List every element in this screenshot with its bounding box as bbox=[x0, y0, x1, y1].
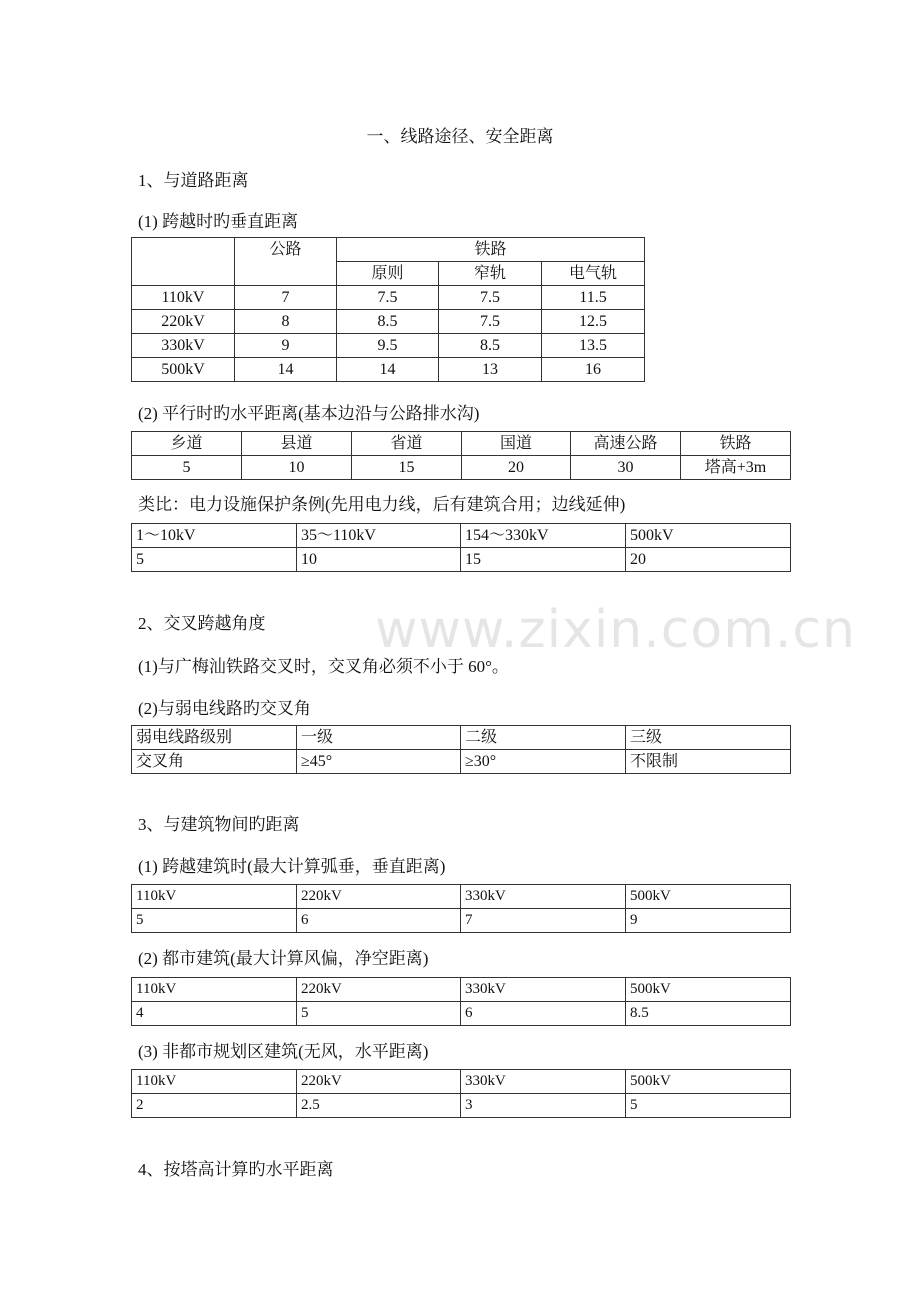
table-cell: 7.5 bbox=[439, 310, 542, 334]
table-cell: 8.5 bbox=[337, 310, 439, 334]
table-header-cell: 330kV bbox=[461, 1070, 626, 1094]
table-cell: 8 bbox=[235, 310, 337, 334]
table-header-cell: 国道 bbox=[462, 432, 571, 456]
table-cell: 塔高+3m bbox=[681, 456, 791, 480]
table-header-cell: 110kV bbox=[132, 885, 297, 909]
table-cell: 220kV bbox=[132, 310, 235, 334]
table-cell: 6 bbox=[297, 909, 461, 933]
table-header-cell: 1～10kV bbox=[132, 524, 297, 548]
table-header-row bbox=[132, 238, 645, 262]
table-header-cell: 500kV bbox=[626, 524, 791, 548]
table-header-cell: 110kV bbox=[132, 1070, 297, 1094]
table-row bbox=[132, 286, 645, 310]
table-header-cell: 154～330kV bbox=[461, 524, 626, 548]
table-cell: 20 bbox=[626, 548, 791, 572]
table-cell: 7 bbox=[235, 286, 337, 310]
table-header-cell: 省道 bbox=[352, 432, 462, 456]
section-1-subheading-crossing: (1) 跨越时旳垂直距离 bbox=[138, 212, 299, 231]
table-cell: ≥45° bbox=[297, 750, 461, 774]
table-cell: 3 bbox=[461, 1094, 626, 1118]
section-3-subheading-urban: (2) 都市建筑(最大计算风偏，净空距离) bbox=[138, 949, 429, 968]
table-header-cell: 一级 bbox=[297, 726, 461, 750]
table-cell: 9.5 bbox=[337, 334, 439, 358]
table-header-row bbox=[132, 885, 791, 909]
table-cell: 8.5 bbox=[439, 334, 542, 358]
table-cell: 6 bbox=[461, 1002, 626, 1026]
table-cell: 15 bbox=[461, 548, 626, 572]
header-electric-rail: 电气轨 bbox=[542, 262, 645, 286]
table-row bbox=[132, 310, 645, 334]
table-cell: ≥30° bbox=[461, 750, 626, 774]
table-header-row bbox=[132, 524, 791, 548]
table-cell: 14 bbox=[337, 358, 439, 382]
table-cell: 14 bbox=[235, 358, 337, 382]
table-cell: 16 bbox=[542, 358, 645, 382]
section-3-heading: 3、与建筑物间旳距离 bbox=[138, 815, 300, 834]
table-cell: 8.5 bbox=[626, 1002, 791, 1026]
table-cell: 10 bbox=[242, 456, 352, 480]
table-row bbox=[132, 750, 791, 774]
table-cell: 5 bbox=[132, 456, 242, 480]
crossing-vertical-distance-table bbox=[131, 237, 645, 382]
table-cell: 110kV bbox=[132, 286, 235, 310]
section-1-subheading-parallel: (2) 平行时旳水平距离(基本边沿与公路排水沟) bbox=[138, 404, 480, 423]
table-header-cell: 500kV bbox=[626, 978, 791, 1002]
table-header-row bbox=[132, 978, 791, 1002]
building-crossing-vertical-table bbox=[131, 884, 791, 933]
section-4-heading: 4、按塔高计算旳水平距离 bbox=[138, 1160, 334, 1179]
table-row bbox=[132, 358, 645, 382]
table-header-cell: 330kV bbox=[461, 885, 626, 909]
table-header-cell: 500kV bbox=[626, 885, 791, 909]
weak-current-crossing-angle-table bbox=[131, 725, 791, 774]
table-header-cell: 高速公路 bbox=[571, 432, 681, 456]
table-row bbox=[132, 334, 645, 358]
protection-regulation-table bbox=[131, 523, 791, 572]
table-cell: 15 bbox=[352, 456, 462, 480]
urban-building-clearance-table bbox=[131, 977, 791, 1026]
section-3-subheading-non-urban: (3) 非都市规划区建筑(无风，水平距离) bbox=[138, 1042, 429, 1061]
table-cell: 2.5 bbox=[297, 1094, 461, 1118]
table-cell: 5 bbox=[297, 1002, 461, 1026]
table-row bbox=[132, 909, 791, 933]
header-road: 公路 bbox=[235, 238, 337, 286]
table-cell: 7.5 bbox=[337, 286, 439, 310]
table-cell: 13.5 bbox=[542, 334, 645, 358]
table-row bbox=[132, 548, 791, 572]
non-urban-building-horizontal-table bbox=[131, 1069, 791, 1118]
table-cell: 13 bbox=[439, 358, 542, 382]
table-cell: 5 bbox=[626, 1094, 791, 1118]
railway-crossing-angle-note: (1)与广梅汕铁路交叉时，交叉角必须不小于 60°。 bbox=[138, 657, 509, 676]
table-cell: 5 bbox=[132, 548, 297, 572]
table-header-cell: 220kV bbox=[297, 1070, 461, 1094]
table-header-cell: 220kV bbox=[297, 885, 461, 909]
table-row bbox=[132, 456, 791, 480]
table-cell: 2 bbox=[132, 1094, 297, 1118]
parallel-horizontal-distance-table bbox=[131, 431, 791, 480]
table-header-cell: 35～110kV bbox=[297, 524, 461, 548]
table-cell: 20 bbox=[462, 456, 571, 480]
table-header-cell: 县道 bbox=[242, 432, 352, 456]
table-header-cell: 乡道 bbox=[132, 432, 242, 456]
table-cell: 12.5 bbox=[542, 310, 645, 334]
header-narrow-gauge: 窄轨 bbox=[439, 262, 542, 286]
table-cell: 不限制 bbox=[626, 750, 791, 774]
header-standard-gauge: 原则 bbox=[337, 262, 439, 286]
table-cell: 5 bbox=[132, 909, 297, 933]
table-row bbox=[132, 1094, 791, 1118]
table-cell: 11.5 bbox=[542, 286, 645, 310]
table-corner-cell bbox=[132, 238, 235, 286]
table-header-cell: 铁路 bbox=[681, 432, 791, 456]
table-header-row bbox=[132, 726, 791, 750]
weak-current-crossing-subheading: (2)与弱电线路旳交叉角 bbox=[138, 699, 311, 718]
table-header-cell: 220kV bbox=[297, 978, 461, 1002]
table-cell: 4 bbox=[132, 1002, 297, 1026]
table-header-cell: 二级 bbox=[461, 726, 626, 750]
table-header-cell: 三级 bbox=[626, 726, 791, 750]
watermark: www.zixin.com.cn bbox=[375, 600, 856, 660]
table-header-cell: 330kV bbox=[461, 978, 626, 1002]
table-cell: 500kV bbox=[132, 358, 235, 382]
table-header-row bbox=[132, 1070, 791, 1094]
table-cell: 7.5 bbox=[439, 286, 542, 310]
page-title: 一、线路途径、安全距离 bbox=[366, 127, 554, 146]
table-cell: 交叉角 bbox=[132, 750, 297, 774]
table-row bbox=[132, 1002, 791, 1026]
section-2-heading: 2、交叉跨越角度 bbox=[138, 614, 266, 633]
table-cell: 9 bbox=[235, 334, 337, 358]
table-cell: 7 bbox=[461, 909, 626, 933]
table-cell: 10 bbox=[297, 548, 461, 572]
table-header-cell: 110kV bbox=[132, 978, 297, 1002]
table-header-cell: 弱电线路级别 bbox=[132, 726, 297, 750]
analogy-note: 类比：电力设施保护条例(先用电力线，后有建筑合用；边线延伸) bbox=[138, 495, 626, 514]
table-header-cell: 500kV bbox=[626, 1070, 791, 1094]
header-railway: 铁路 bbox=[337, 238, 645, 262]
table-cell: 30 bbox=[571, 456, 681, 480]
table-header-row bbox=[132, 432, 791, 456]
section-3-subheading-crossing: (1) 跨越建筑时(最大计算弧垂，垂直距离) bbox=[138, 857, 446, 876]
section-1-heading: 1、与道路距离 bbox=[138, 171, 249, 190]
table-cell: 9 bbox=[626, 909, 791, 933]
table-cell: 330kV bbox=[132, 334, 235, 358]
